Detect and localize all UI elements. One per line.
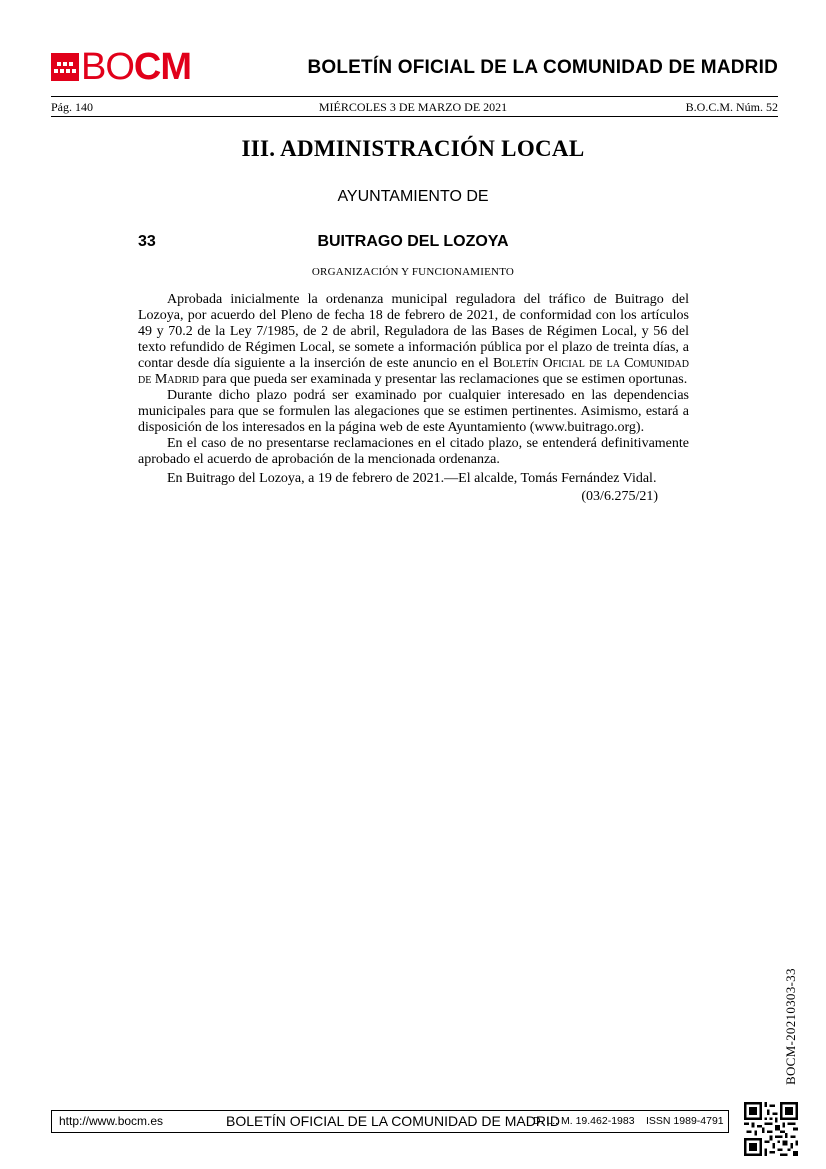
issue-number: B.O.C.M. Núm. 52 bbox=[685, 100, 778, 114]
page-number: Pág. 140 bbox=[51, 100, 93, 114]
signature-line: En Buitrago del Lozoya, a 19 de febrero de 2021.—El alcalde, Tomás Fernández Vidal. bbox=[167, 471, 657, 486]
footer-url-link[interactable]: http://www.bocm.es bbox=[59, 1114, 164, 1128]
bulletin-name-smallcaps: Boletín Oficial de la Comunidad de Madrid bbox=[138, 356, 689, 387]
announcement-body bbox=[138, 292, 689, 505]
subsection-title: ORGANIZACIÓN Y FUNCIONAMIENTO bbox=[311, 266, 515, 278]
madrid-flag-icon bbox=[51, 53, 79, 81]
entry-number: 33 bbox=[138, 233, 156, 250]
municipality-name: BUITRAGO DEL LOZOYA bbox=[317, 233, 509, 250]
cve-code: BOCM-20210303-33 bbox=[783, 968, 798, 1085]
ayuntamiento-label: AYUNTAMIENTO DE bbox=[337, 188, 489, 205]
bocm-logo bbox=[51, 46, 192, 88]
paragraph-1: Aprobada inicialmente la ordenanza municipal reguladora del tráfico de Buitrago del Lozoya, por acuerdo del Pleno de fecha 18 de febrero de 2021, de conformidad con los artículos 49 y 70.2 de la Ley 7/1985, de 2 de abril, Reguladora de las Bases de Régimen Local, y 56 del texto refundido de Régimen Local, se somete a información pública por el plazo de treinta días, a contar desde día siguiente a la inserción de este anuncio en el Boletín Oficial de la Comunidad de Madrid para que pueda ser examinada y presentar las reclamaciones que se estimen oportunas. bbox=[138, 292, 689, 387]
header-rule-top bbox=[51, 96, 778, 97]
paragraph-3: En el caso de no presentarse reclamaciones en el citado plazo, se entenderá definitivamente aprobado el acuerdo de aprobación de la mencionada ordenanza. bbox=[138, 436, 689, 467]
masthead-title: BOLETÍN OFICIAL DE LA COMUNIDAD DE MADRID bbox=[307, 57, 778, 78]
logo-wordmark: BOCM bbox=[81, 46, 192, 88]
section-title: III. ADMINISTRACIÓN LOCAL bbox=[241, 136, 585, 161]
legal-deposit: D. L.: M. 19.462-1983 bbox=[533, 1115, 635, 1127]
issue-date: MIÉRCOLES 3 DE MARZO DE 2021 bbox=[318, 100, 508, 114]
qr-code-icon bbox=[744, 1102, 798, 1156]
reference-code: (03/6.275/21) bbox=[581, 489, 658, 504]
paragraph-2: Durante dicho plazo podrá ser examinado por cualquier interesado en las dependencias municipales para que se formulen las alegaciones que se estimen pertinentes. Asimismo, estará a disposición de los interesados en la página web de este Ayuntamiento (www.buitrago.org). bbox=[138, 388, 689, 435]
footer-title: BOLETÍN OFICIAL DE LA COMUNIDAD DE MADRID bbox=[226, 1113, 560, 1129]
issn: ISSN 1989-4791 bbox=[646, 1115, 724, 1127]
header-rule-bottom bbox=[51, 116, 778, 117]
